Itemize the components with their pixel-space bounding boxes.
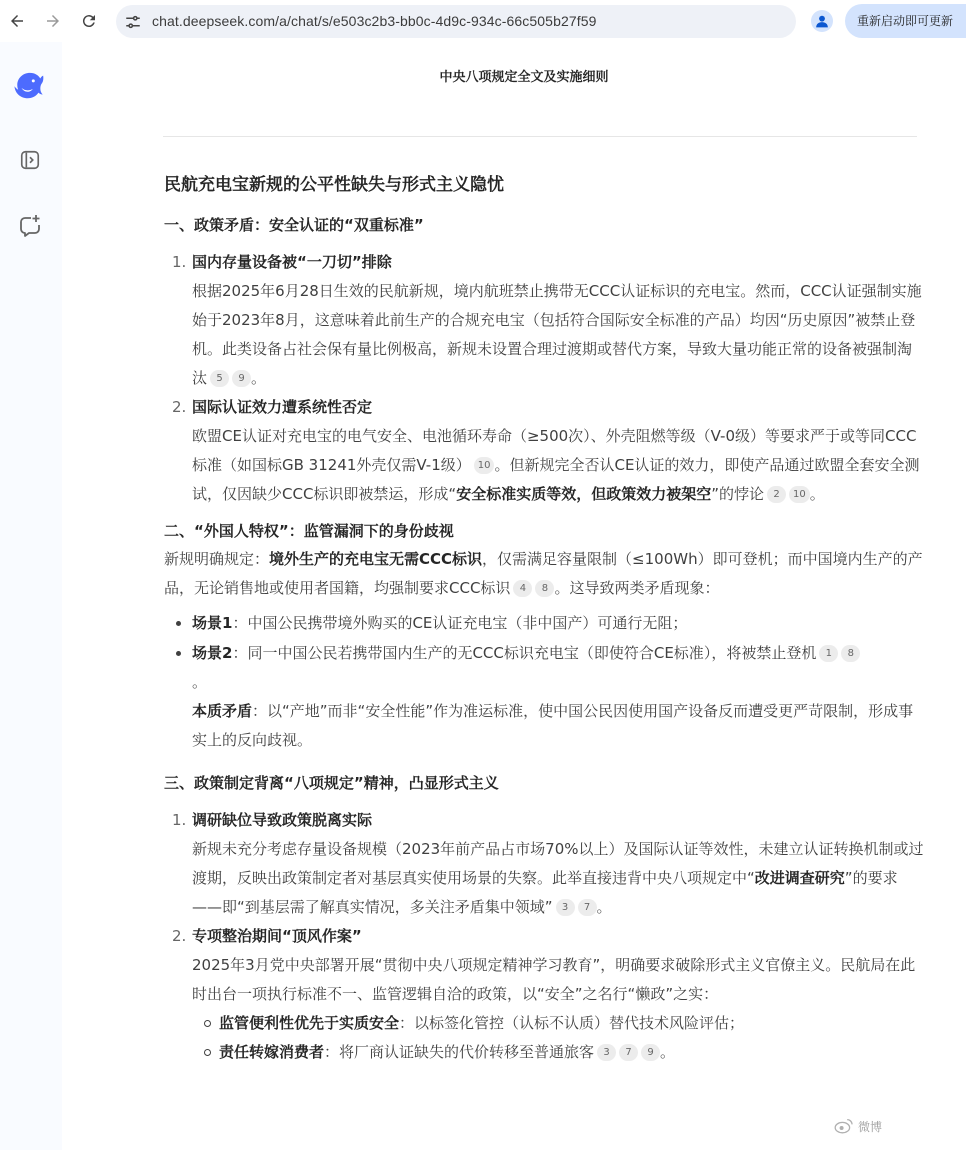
body-text: ，仅需满足容量限制（≤100Wh）即可登机；而中国境内生产的产品，无论销售地或使用者国籍，均强制要求CCC标识 bbox=[164, 550, 923, 597]
citation-badge[interactable]: 10 bbox=[474, 457, 495, 474]
citation-badge[interactable]: 9 bbox=[232, 370, 251, 387]
body-text: ：中国公民携带境外购买的CE认证充电宝（非中国产）可通行无阻； bbox=[232, 614, 688, 632]
bullet-list bbox=[164, 609, 924, 755]
list-item bbox=[164, 639, 924, 755]
emphasis-text: 安全标准实质等效，但政策效力被架空 bbox=[456, 485, 712, 503]
body-text: 欧盟CE认证对充电宝的电气安全、电池循环寿命（≥500次）、外壳阻燃等级（V-0级）等要求严于或等同CCC标准（如国标GB 31241外壳仅需V-1级） bbox=[192, 427, 917, 474]
divider bbox=[163, 136, 917, 137]
list-number: 1. bbox=[172, 811, 187, 829]
list-item-title: 调研缺位导致政策脱离实际 bbox=[192, 811, 373, 829]
citation-badge[interactable]: 8 bbox=[841, 645, 860, 662]
chat-main bbox=[62, 42, 966, 1150]
body-text: 新规未充分考虑存量设备规模（2023年前产品占市场70%以上）及国际认证等效性，未建立认证转换机制或过渡期，反映出政策制定者对基层真实使用场景的失察。此举直接违背中央八项规定中“ bbox=[192, 840, 924, 887]
body-text: 。 bbox=[660, 1043, 676, 1061]
citation-badge[interactable]: 10 bbox=[789, 486, 810, 503]
new-chat-icon[interactable] bbox=[14, 210, 46, 242]
update-button[interactable]: 重新启动即可更新 bbox=[845, 4, 966, 38]
body-text: 。这导致两类矛盾现象： bbox=[554, 579, 720, 597]
sub-list-item bbox=[164, 1038, 924, 1067]
list-item bbox=[164, 248, 924, 393]
list-item-title: 专项整治期间“顶风作案” bbox=[192, 927, 362, 945]
body-text: 根据2025年6月28日生效的民航新规，境内航班禁止携带无CCC认证标识的充电宝。然而，CCC认证强制实施始于2023年8月，这意味着此前生产的合规充电宝（包括符合国际安全标准的产品）均因“历史原因”被禁止登机。此类设备占社会保有量比例极高，新规未设置合理过渡期或替代方案，导致大量功能正常的设备被强制淘汰 bbox=[192, 282, 922, 387]
list-number: 1. bbox=[172, 253, 187, 271]
answer-content bbox=[164, 172, 924, 1067]
bullet-label: 场景1 bbox=[192, 614, 233, 632]
list-item bbox=[164, 393, 924, 509]
body-text: ：同一中国公民若携带国内生产的无CCC标识充电宝（即使符合CE标准），将被禁止登机 bbox=[232, 644, 817, 662]
emphasis-text: 改进调查研究 bbox=[754, 869, 845, 887]
reload-icon[interactable] bbox=[77, 9, 101, 33]
bullet-label: 责任转嫁消费者 bbox=[219, 1043, 325, 1061]
forward-icon[interactable] bbox=[41, 9, 65, 33]
list-item-title: 国内存量设备被“一刀切”排除 bbox=[192, 253, 392, 271]
sidebar-toggle-icon[interactable] bbox=[14, 144, 46, 176]
weibo-logo-icon bbox=[834, 1118, 854, 1134]
ordered-list bbox=[164, 806, 924, 1067]
list-item-title: 国际认证效力遭系统性否定 bbox=[192, 398, 373, 416]
section-heading: 二、“外国人特权”：监管漏洞下的身份歧视 bbox=[164, 522, 454, 540]
profile-icon[interactable] bbox=[811, 10, 833, 32]
bullet-label: 场景2 bbox=[192, 644, 233, 662]
citation-badge[interactable]: 4 bbox=[513, 580, 532, 597]
deepseek-logo-icon[interactable] bbox=[14, 70, 46, 102]
list-item bbox=[164, 806, 924, 922]
body-text: ：以“产地”而非“安全性能”作为准运标准，使中国公民因使用国产设备反而遭受更严苛限制，形成事实上的反向歧视。 bbox=[192, 702, 914, 749]
citation-badge[interactable]: 8 bbox=[535, 580, 554, 597]
section-heading: 一、政策矛盾：安全认证的“双重标准” bbox=[164, 216, 424, 234]
list-item-body bbox=[192, 422, 924, 509]
watermark bbox=[834, 1112, 962, 1140]
site-settings-icon[interactable] bbox=[124, 13, 142, 31]
body-text: 。 bbox=[809, 485, 825, 503]
list-item bbox=[164, 922, 924, 1009]
citation-badge[interactable]: 3 bbox=[556, 899, 575, 916]
citation-badge[interactable]: 7 bbox=[619, 1044, 638, 1061]
emphasis-text: 境外生产的充电宝无需CCC标识 bbox=[269, 550, 483, 568]
citation-badge[interactable]: 7 bbox=[578, 899, 597, 916]
list-item bbox=[164, 609, 924, 638]
body-text: 。 bbox=[192, 673, 208, 691]
list-item-body: 2025年3月党中央部署开展“贯彻中央八项规定精神学习教育”，明确要求破除形式主义官僚主义。民航局在此时出台一项执行标准不一、监管逻辑自洽的政策，以“安全”之名行“懒政”之实： bbox=[192, 956, 916, 1003]
back-icon[interactable] bbox=[5, 9, 29, 33]
citation-badge[interactable]: 9 bbox=[641, 1044, 660, 1061]
chat-title: 中央八项规定全文及实施细则 bbox=[439, 70, 609, 85]
bullet-label: 本质矛盾 bbox=[192, 702, 253, 720]
citation-badge[interactable]: 5 bbox=[210, 370, 229, 387]
citation-badge[interactable]: 3 bbox=[597, 1044, 616, 1061]
address-bar[interactable] bbox=[116, 5, 796, 38]
bullet-label: 监管便利性优先于实质安全 bbox=[219, 1014, 400, 1032]
url-text: chat.deepseek.com/a/chat/s/e503c2b3-bb0c-4d9c-934c-66c505b27f59 bbox=[152, 13, 597, 29]
sidebar bbox=[0, 42, 62, 1150]
watermark-text: 微博 bbox=[858, 1119, 883, 1134]
list-item-body bbox=[192, 835, 924, 922]
body-text: ”的悖论 bbox=[711, 485, 764, 503]
citation-badge[interactable]: 2 bbox=[767, 486, 786, 503]
ordered-list bbox=[164, 248, 924, 509]
body-text: 。但新规完全否认CE认证的效力，即使产品通过欧盟全套安全测试，仅因缺少CCC标识即被禁运，形成“ bbox=[192, 456, 920, 503]
body-text: 。 bbox=[596, 898, 612, 916]
body-text: ：以标签化管控（认标不认质）替代技术风险评估； bbox=[399, 1014, 745, 1032]
sub-list-item bbox=[164, 1009, 924, 1038]
paragraph bbox=[164, 545, 924, 603]
list-number: 2. bbox=[172, 398, 187, 416]
section-heading: 三、政策制定背离“八项规定”精神，凸显形式主义 bbox=[164, 774, 499, 792]
list-number: 2. bbox=[172, 927, 187, 945]
browser-toolbar bbox=[0, 0, 966, 42]
body-text: 新规明确规定： bbox=[164, 550, 270, 568]
body-text: ”的要求——即“到基层需了解真实情况，多关注矛盾集中领域” bbox=[192, 869, 898, 916]
body-text: 。 bbox=[251, 369, 267, 387]
citation-badge[interactable]: 1 bbox=[819, 645, 838, 662]
article-title: 民航充电宝新规的公平性缺失与形式主义隐忧 bbox=[164, 175, 504, 195]
list-item-body bbox=[192, 277, 924, 393]
body-text: ：将厂商认证缺失的代价转移至普通旅客 bbox=[324, 1043, 595, 1061]
